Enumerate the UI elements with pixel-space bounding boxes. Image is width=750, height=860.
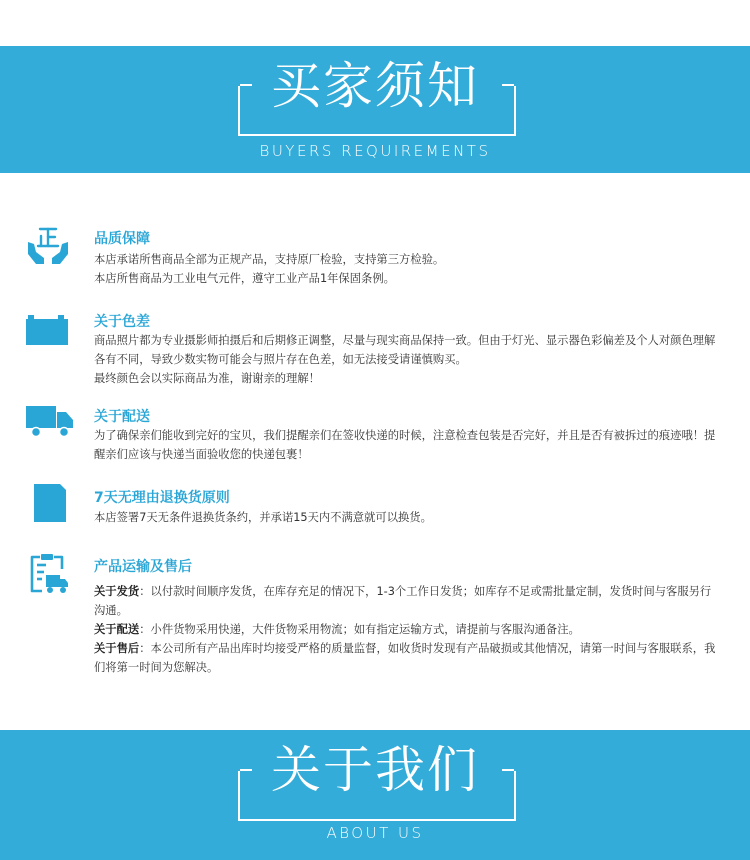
hands-genuine-icon <box>24 224 72 268</box>
note-text: 本公司所有产品出库时均接受严格的质量监督，如收货时发现有产品破损或其他情况，请第一时间与客服联系，我们将第一时间为您解决。 <box>94 642 716 674</box>
section-body <box>94 508 722 527</box>
section-title: 产品运输及售后 <box>94 559 192 575</box>
text-line: 本店所售商品为工业电气元件，遵守工业产品1年保固条例。 <box>94 272 395 285</box>
note-separator: ： <box>139 585 151 598</box>
section-body <box>94 582 722 677</box>
text-line: 最终颜色会以实际商品为准，谢谢亲的理解！ <box>94 372 320 385</box>
text-line: 本店承诺所售商品全部为正规产品，支持原厂检验，支持第三方检验。 <box>94 253 445 266</box>
text-line: 本店签署7天无条件退换货条约，并承诺15天内不满意就可以换货。 <box>94 511 432 524</box>
about-subtitle: ABOUT US <box>326 824 424 842</box>
truck-icon <box>24 404 76 440</box>
section-color <box>24 305 724 385</box>
section-quality <box>24 224 724 294</box>
note-label: 关于发货 <box>94 585 140 598</box>
section-body <box>94 426 722 464</box>
shipping-note <box>94 582 722 620</box>
about-title: 关于我们 <box>271 741 479 799</box>
aftersales-note <box>94 639 722 677</box>
section-body <box>94 250 722 288</box>
note-text: 以付款时间顺序发货，在库存充足的情况下，1-3个工作日发货；如库存不足或需批量定制，发货时间与客服另行沟通。 <box>94 585 712 617</box>
section-return <box>24 482 724 532</box>
section-body <box>94 331 722 388</box>
note-separator: ： <box>139 642 151 655</box>
page-title: 买家须知 <box>271 57 479 115</box>
section-transport <box>24 553 724 693</box>
section-title: 品质保障 <box>94 231 150 247</box>
about-banner <box>0 730 750 860</box>
section-delivery <box>24 400 724 470</box>
document-icon <box>30 482 70 524</box>
text-line: 商品照片都为专业摄影师拍摄后和后期修正调整，尽量与现实商品保持一致。但由于灯光、显示器色彩偏差及个人对颜色理解各有不同，导致少数实物可能会与照片存在色差，如无法接受请谨慎购买。 <box>94 334 716 366</box>
note-text: 小件货物采用快递，大件货物采用物流；如有指定运输方式，请提前与客服沟通备注。 <box>150 623 580 636</box>
note-separator: ： <box>139 623 151 636</box>
battery-icon <box>24 309 72 349</box>
section-title: 7天无理由退换货原则 <box>94 490 230 506</box>
delivery-note <box>94 620 722 639</box>
shipping-clipboard-icon <box>28 553 70 595</box>
header-banner <box>0 46 750 173</box>
section-title: 关于配送 <box>94 409 150 425</box>
section-title: 关于色差 <box>94 314 150 330</box>
page-subtitle: BUYERS REQUIREMENTS <box>259 142 491 160</box>
note-label: 关于售后 <box>94 642 140 655</box>
text-line: 为了确保亲们能收到完好的宝贝，我们提醒亲们在签收快递的时候，注意检查包装是否完好，并且是否有被拆过的痕迹哦！提醒亲们应该与快递当面验收您的快递包裹！ <box>94 429 716 461</box>
note-label: 关于配送 <box>94 623 140 636</box>
